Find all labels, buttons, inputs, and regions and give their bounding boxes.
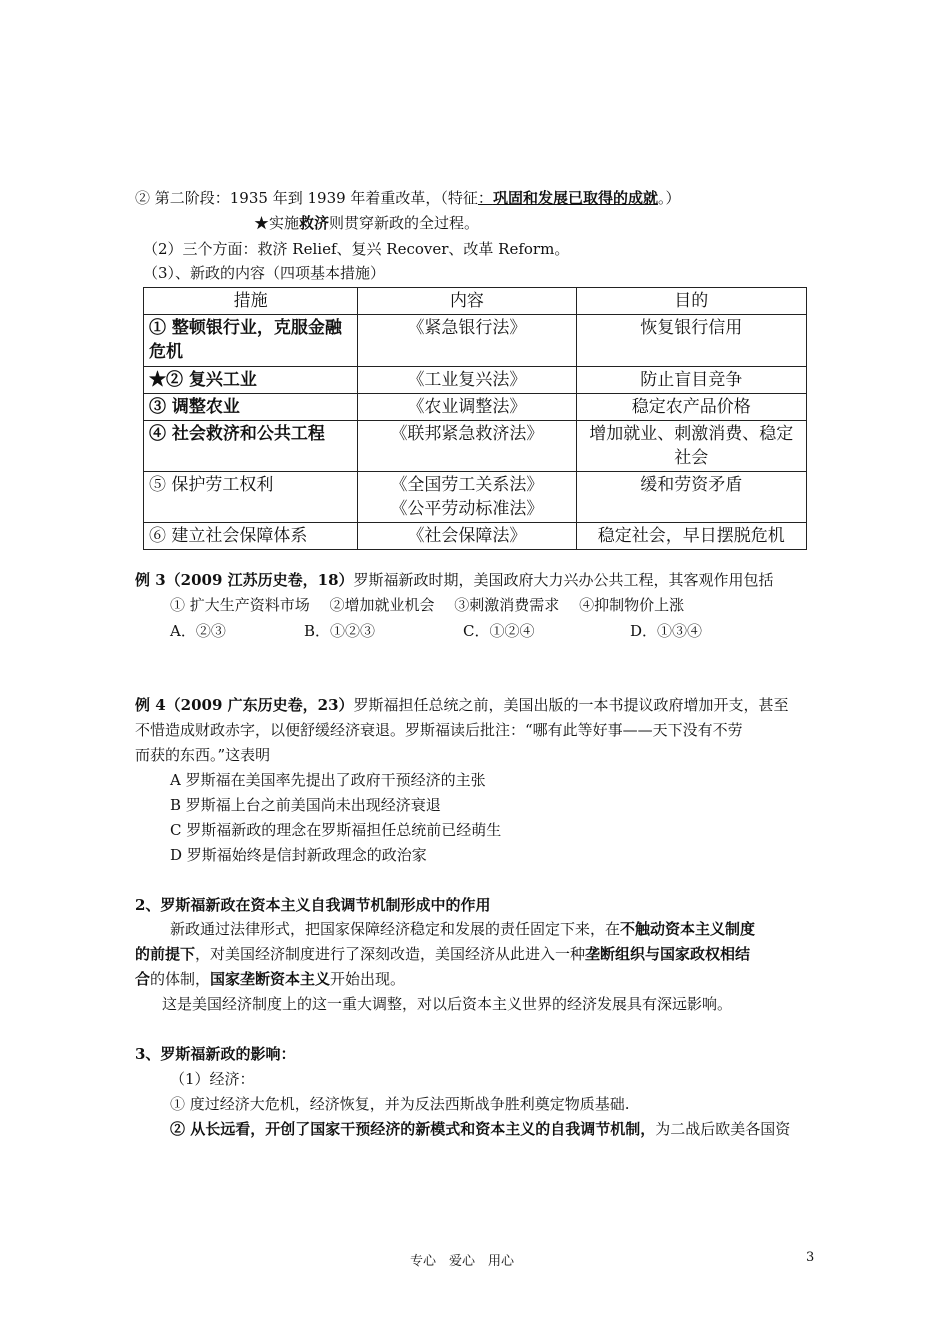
header-content: 内容 (358, 288, 576, 315)
section3-emph: ② 从长远看，开创了国家干预经济的新模式和资本主义的自我调节机制， (170, 1120, 656, 1138)
section2-text: ，对美国经济制度进行了深刻改造，美国经济从此进入一种 (195, 945, 586, 963)
example4-option-a: A 罗斯福在美国率先提出了政府干预经济的主张 (170, 771, 486, 789)
purpose-cell: 增加就业、刺激消费、稳定社会 (576, 421, 806, 472)
stage2-line (135, 187, 680, 209)
measure-cell: ④ 社会救济和公共工程 (144, 421, 358, 472)
example4-option-c: C 罗斯福新政的理念在罗斯福担任总统前已经萌生 (170, 821, 502, 839)
purpose-cell: 缓和劳资矛盾 (576, 472, 806, 523)
section3-item1: ① 度过经济大危机，经济恢复，并为反法西斯战争胜利奠定物质基础. (170, 1095, 630, 1113)
stage2-suffix: 。） (657, 189, 681, 207)
section2-text: 新政通过法律形式，把国家保障经济稳定和发展的责任固定下来，在 (170, 920, 621, 938)
example3-option-d: D．①③④ (630, 622, 703, 640)
measure-cell: ★② 复兴工业 (144, 367, 358, 394)
section2-text: 的体制， (150, 970, 211, 988)
table-header-row (144, 288, 807, 315)
example4-option-d: D 罗斯福始终是信封新政理念的政治家 (170, 846, 427, 864)
measure-cell: ① 整顿银行业，克服金融危机 (144, 315, 358, 367)
example4-line2: 不惜造成财政赤字，以便舒缓经济衰退。罗斯福读后批注：“哪有此等好事——天下没有不劳 (135, 721, 743, 739)
content-cell: 《农业调整法》 (358, 394, 576, 421)
purpose-cell: 稳定农产品价格 (576, 394, 806, 421)
relief-keyword: 救济 (299, 214, 330, 232)
table-row (144, 367, 807, 394)
relief-note-rest: 则贯穿新政的全过程。 (329, 214, 480, 232)
content-law-1: 《全国劳工关系法》 (390, 475, 544, 495)
measure-cell: ③ 调整农业 (144, 394, 358, 421)
section3-text: 为二战后欧美各国资 (655, 1120, 791, 1138)
footer-motto: 专心 爱心 用心 (410, 1254, 515, 1269)
content-law-2: 《公平劳动标准法》 (390, 499, 544, 519)
stage2-colon: ： (477, 189, 493, 207)
section2-text: 开始出现。 (330, 970, 406, 988)
example3-option-b: B．①②③ (304, 622, 376, 640)
section2-heading: 2、罗斯福新政在资本主义自我调节机制形成中的作用 (135, 896, 491, 914)
section3-item2 (170, 1118, 790, 1140)
relief-note-prefix: ★实施 (254, 214, 300, 232)
table-row (144, 472, 807, 523)
example3-label: 例 3（2009 江苏历史卷，18） (135, 571, 354, 589)
section2-emph: 的前提下 (135, 945, 196, 963)
purpose-cell: 防止盲目竞争 (576, 367, 806, 394)
section2-para1-line3 (135, 968, 405, 990)
content-cell: 《工业复兴法》 (358, 367, 576, 394)
header-purpose: 目的 (576, 288, 806, 315)
example3-option-a: A．②③ (170, 622, 226, 640)
new-deal-measures-table (143, 287, 807, 550)
example4-text: 罗斯福担任总统之前，美国出版的一本书提议政府增加开支，甚至 (353, 696, 789, 714)
table-row (144, 315, 807, 367)
content-cell: 《联邦紧急救济法》 (358, 421, 576, 472)
section2-emph: 垄断组织与国家政权相结 (585, 945, 751, 963)
page-number: 3 (806, 1250, 815, 1265)
section3-heading: 3、罗斯福新政的影响： (135, 1045, 296, 1063)
example4-question (135, 694, 789, 716)
example3-text: 罗斯福新政时期，美国政府大力兴办公共工程，其客观作用包括 (353, 571, 774, 589)
section2-para1-line2 (135, 943, 750, 965)
measure-cell: ⑥ 建立社会保障体系 (144, 523, 358, 550)
section2-para1-line1 (170, 918, 755, 940)
header-measure: 措施 (144, 288, 358, 315)
content-cell: 《社会保障法》 (358, 523, 576, 550)
example3-items: ① 扩大生产资料市场 ②增加就业机会 ③刺激消费需求 ④抑制物价上涨 (170, 596, 685, 614)
content-heading: （3）、新政的内容（四项基本措施） (143, 264, 386, 282)
content-cell: 《紧急银行法》 (358, 315, 576, 367)
section2-emph: 合 (135, 970, 151, 988)
example4-label: 例 4（2009 广东历史卷，23） (135, 696, 354, 714)
content-cell (358, 472, 576, 523)
table-row (144, 394, 807, 421)
stage2-feature: 巩固和发展已取得的成就 (492, 189, 658, 207)
three-aspects: （2）三个方面：救济 Relief、复兴 Recover、改革 Reform。 (143, 240, 570, 258)
table-row (144, 421, 807, 472)
measure-cell: ⑤ 保护劳工权利 (144, 472, 358, 523)
stage2-text: ② 第二阶段：1935 年到 1939 年着重改革，（特征 (135, 189, 478, 207)
section2-para2: 这是美国经济制度上的这一重大调整，对以后资本主义世界的经济发展具有深远影响。 (162, 995, 733, 1013)
purpose-cell: 稳定社会，早日摆脱危机 (576, 523, 806, 550)
purpose-cell: 恢复银行信用 (576, 315, 806, 367)
section2-emph: 不触动资本主义制度 (620, 920, 756, 938)
example3-option-c: C．①②④ (463, 622, 535, 640)
table-row (144, 523, 807, 550)
section2-emph: 国家垄断资本主义 (210, 970, 331, 988)
example4-option-b: B 罗斯福上台之前美国尚未出现经济衰退 (170, 796, 441, 814)
example3-question (135, 569, 774, 591)
example4-line3: 而获的东西。”这表明 (135, 746, 271, 764)
section3-sub1: （1）经济： (170, 1070, 255, 1088)
relief-note (254, 212, 479, 234)
